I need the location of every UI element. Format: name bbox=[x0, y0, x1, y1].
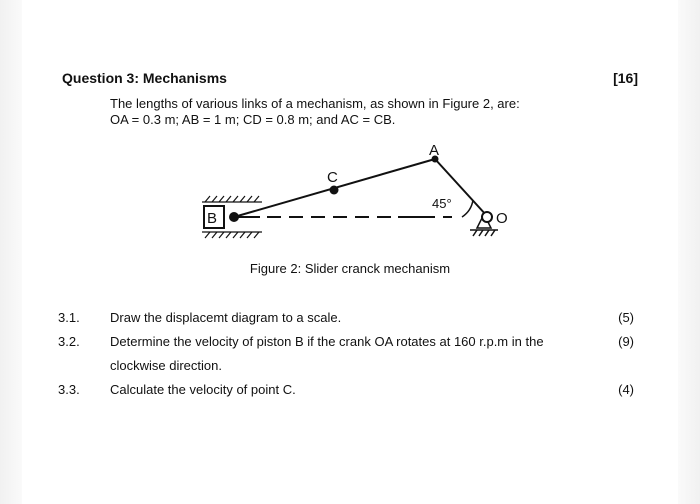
intro-line-1: The lengths of various links of a mechanism, as shown in Figure 2, are: bbox=[110, 96, 520, 111]
item-number: 3.1. bbox=[58, 310, 80, 325]
item-number: 3.2. bbox=[58, 334, 80, 349]
label-a: A bbox=[429, 142, 440, 159]
question-item-3-3 bbox=[22, 378, 678, 402]
slider-crank-figure bbox=[22, 138, 678, 250]
question-intro bbox=[110, 96, 520, 128]
item-marks: (4) bbox=[618, 382, 634, 397]
intro-line-2: OA = 0.3 m; AB = 1 m; CD = 0.8 m; and AC = CB. bbox=[110, 112, 396, 127]
label-b: B bbox=[207, 210, 218, 227]
item-marks: (5) bbox=[618, 310, 634, 325]
item-text: Determine the velocity of piston B if the crank OA rotates at 160 r.p.m in the clockwise direction. bbox=[110, 334, 544, 373]
question-total-marks: [16] bbox=[613, 70, 638, 86]
right-margin-shade bbox=[678, 0, 700, 504]
question-item-3-2 bbox=[22, 330, 678, 378]
figure-caption: Figure 2: Slider cranck mechanism bbox=[249, 261, 451, 276]
item-marks: (9) bbox=[618, 334, 634, 349]
item-text: Calculate the velocity of point C. bbox=[110, 382, 296, 397]
label-o: O bbox=[496, 210, 508, 227]
document-page bbox=[22, 0, 678, 504]
point-c bbox=[330, 186, 339, 195]
question-title: Question 3: Mechanisms bbox=[62, 70, 227, 86]
angle-label: 45° bbox=[432, 196, 452, 211]
question-item-3-1 bbox=[22, 306, 678, 330]
label-c: C bbox=[327, 169, 338, 186]
item-text: Draw the displacemt diagram to a scale. bbox=[110, 310, 342, 325]
angle-arc bbox=[462, 200, 473, 217]
left-margin-shade bbox=[0, 0, 22, 504]
pivot-o bbox=[482, 212, 492, 222]
slider-guide-bottom-hatch bbox=[202, 232, 262, 238]
item-number: 3.3. bbox=[58, 382, 80, 397]
slider-guide-top-hatch bbox=[202, 196, 262, 202]
